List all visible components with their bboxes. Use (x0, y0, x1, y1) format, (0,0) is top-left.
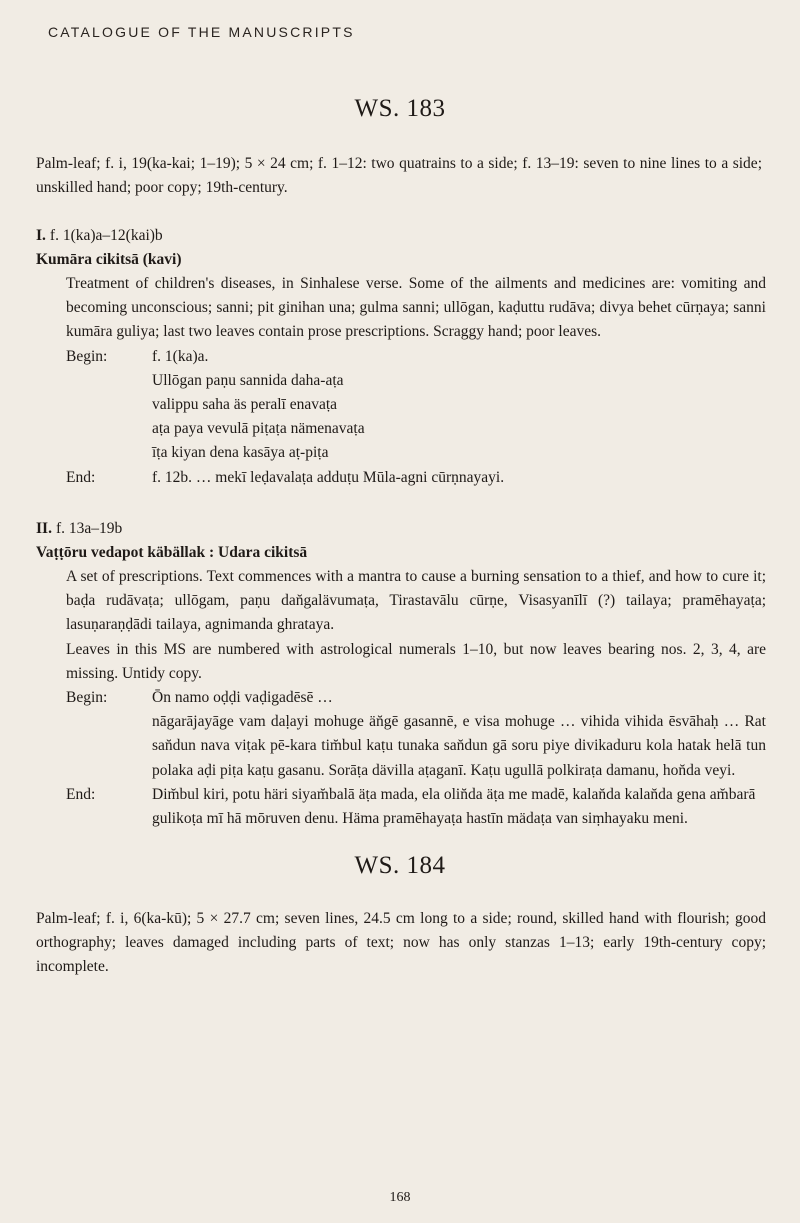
section-1-begin (66, 345, 766, 369)
section-2-folios-line (36, 517, 762, 541)
section-2-begin (66, 686, 766, 710)
section-2-folios: f. 13a–19b (55, 520, 123, 537)
ws184-description (36, 907, 766, 980)
verse-line: īṭa kiyan dena kasāya aṭ-piṭa (152, 444, 329, 462)
begin-first-line: Ōn namo oḍḍi vaḍigadēsē … (152, 689, 333, 707)
running-head: CATALOGUE OF THE MANUSCRIPTS (48, 24, 355, 40)
section-1-title: Kumāra cikitsā (kavi) (36, 251, 182, 269)
section-2-header (36, 517, 762, 565)
verse-line: aṭa paya vevulā piṭaṭa nämenavaṭa (152, 420, 365, 438)
section-1-header (36, 224, 762, 272)
section-2-text: A set of prescriptions. Text commences with a mantra to cause a burning sensation to a thief, and how to cure it; baḍa rudāvaṭa; ullōgam, paṇu dan̆galävumaṭa, Tirastavālu cūrṇe, Visasyanīlī (?) tailaya; pramēhayaṭa; lasuṇaraṇḍādi tailaya, agnimanda ghrataya. (66, 568, 766, 634)
page-number: 168 (389, 1190, 411, 1205)
end-label: End: (66, 468, 96, 486)
begin-label: Begin: (66, 347, 108, 365)
section-1-body (66, 272, 766, 490)
section-1-numeral: I. (36, 227, 46, 244)
section-1-end (66, 466, 766, 490)
ws183-description-text: Palm-leaf; f. i, 19(ka-kai; 1–19); 5 × 24 cm; f. 1–12: two quatrains to a side; f. 13–19: seven to nine lines to a side; unskilled hand; poor copy; 19th-century. (36, 155, 762, 197)
ws183-description (36, 152, 762, 200)
entry-title-ws184: WS. 184 (354, 852, 446, 879)
section-1-text: Treatment of children's diseases, in Sinhalese verse. Some of the ailments and medicines are: vomiting and becoming unconscious; sanni; pit ginihan una; gulma sanni; ullōgan, kaḍuttu rudāva; divya behet cūrṇaya; sanni kumāra guliya; last two leaves contain prose prescriptions. Scraggy hand; poor leaves. (66, 275, 766, 341)
entry-title-ws183: WS. 183 (354, 95, 446, 122)
section-2-end (66, 783, 766, 831)
end-text: Dim̆bul kiri, potu häri siyam̆balā äṭa mada, ela olin̆da äṭa me madē, kalan̆da kalan̆da gena am̆barā gulikoṭa mī hā mōruven denu. Häma pramēhayaṭa hastīn mädaṭa van siṃhayaku meni. (152, 785, 756, 828)
verse-line: Ullōgan paṇu sannida daha-aṭa (152, 371, 344, 389)
section-2-numeral: II. (36, 520, 52, 537)
ws184-description-text: Palm-leaf; f. i, 6(ka-kū); 5 × 27.7 cm; seven lines, 24.5 cm long to a side; round, skilled hand with flourish; good orthography; leaves damaged including parts of text; now has only stanzas 1–13; early 19th-century copy; incomplete. (36, 910, 766, 976)
begin-folio: f. 1(ka)a. (152, 347, 209, 365)
section-1-folios-line (36, 224, 762, 248)
section-1-verse (152, 369, 766, 466)
section-2-title: Vaṭṭōru vedapot käbällak : Udara cikitsā (36, 544, 308, 562)
verse-line: valippu saha äs peralī enavaṭa (152, 396, 338, 414)
section-2-text-2: Leaves in this MS are numbered with astrological numerals 1–10, but now leaves bearing nos. 2, 3, 4, are missing. Untidy copy. (66, 640, 766, 682)
end-text: f. 12b. … mekī leḍavalaṭa adduṭu Mūla-agni cūrṇnayayi. (152, 468, 505, 486)
begin-label: Begin: (66, 689, 108, 707)
begin-continuation: nāgarājayāge vam daḷayi mohuge än̆gē gasannē, e visa mohuge … vihida vihida ēsvāhaḥ … Rat san̆dun nava viṭak pē-kara tim̆bul kaṭu tunaka san̆dun gā soru piye divikaduru kola hatak helā tun polaka aḍi piṭa kaṭu gasanu. Sorāṭa dävilla aṭaganī. Kaṭu ugullā polkiraṭa damanu, hon̆da veyi. (152, 713, 766, 779)
end-label: End: (66, 785, 96, 803)
section-2-body (66, 565, 766, 831)
section-1-folios: f. 1(ka)a–12(kai)b (49, 227, 163, 244)
